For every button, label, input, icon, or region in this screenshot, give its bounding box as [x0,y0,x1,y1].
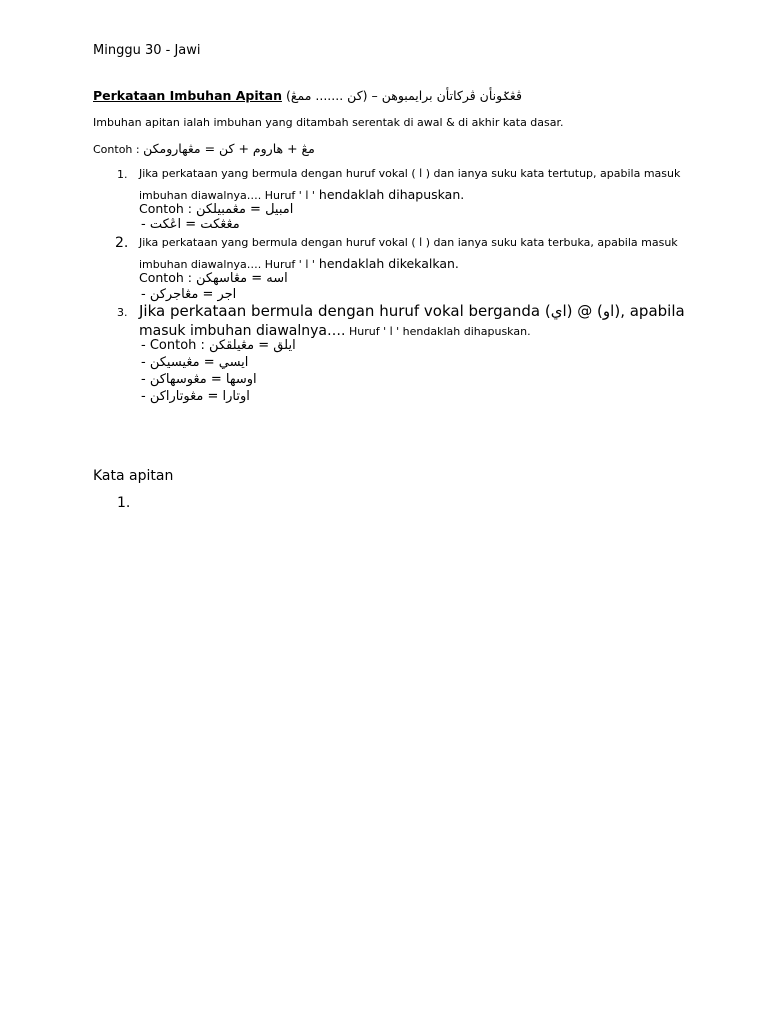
rule-1-line2-large: hendaklah dihapuskan. [314,187,465,202]
rule-1-line1: Jika perkataan yang bermula dengan huruf vokal ( ا ) dan ianya suku kata tertutup, apabila masuk [139,167,681,180]
rule-1-line2-small: imbuhan diawalnya…. Huruf ' ا ' [139,189,315,202]
rule-3-line1: Jika perkataan bermula dengan huruf vokal berganda (اي) @ (او), apabila [139,302,685,320]
rule-3-line2-large: masuk imbuhan diawalnya…. [139,323,346,339]
rule-3-example-2: - ايسي = مڠيسيكن [141,355,249,370]
rule-1-example-label: Contoh : [139,201,196,216]
rule-2-example-arabic: اسه = مڠاسهكن [195,271,288,286]
rule-3-line2-small: Huruf ' ا ' hendaklah dihapuskan. [345,325,531,338]
rule-1-example-arabic: امبيل = مڠمبيلكن [195,202,294,217]
rule-2-example-label: Contoh : [139,270,196,285]
rule-1-dash-example: - مڠڠكت = اڠكت [141,217,240,232]
definition-text: Imbuhan apitan ialah imbuhan yang ditambah serentak di awal & di akhir kata dasar. [93,116,564,129]
example-intro [93,141,315,156]
rule-3-example-1: - Contoh : ايلق = مڠيلقكن [141,338,296,353]
rule-2-line2-small: imbuhan diawalnya…. Huruf ' ا ' [139,258,315,271]
title-arabic: (كن ....... ممڠ) – ڤڠݢونأن ڤرکاتأن برايمبوهن [281,88,522,103]
example-intro-label: Contoh : [93,143,144,156]
rule-2-line2-large: hendaklah dikekalkan. [314,256,459,271]
week-header: Minggu 30 - Jawi [93,43,201,58]
kata-apitan-heading: Kata apitan [93,468,174,484]
example-intro-arabic: مڠ + هاروم + كن = مڠهارومكن [143,141,315,156]
rule-2-number: 2. [115,235,129,251]
rule-3-number: 3. [117,306,128,319]
title-underlined: Perkataan Imbuhan Apitan [93,88,282,103]
rule-3-example-3: - اوسها = مڠوسهاكن [141,372,257,387]
rule-3-line2 [139,320,531,339]
rule-1-example [139,201,293,217]
rule-1-number: 1. [117,168,128,181]
page-title [93,88,522,103]
rule-2-line1: Jika perkataan yang bermula dengan huruf vokal ( ا ) dan ianya suku kata terbuka, apabila masuk [139,236,678,249]
rule-3-example-4: - اوتارا = مڠوتاراكن [141,389,250,404]
kata-apitan-item-1: 1. [117,495,131,511]
rule-2-example [139,270,288,286]
rule-2-dash-example: - اجر = مڠاجركن [141,287,237,302]
